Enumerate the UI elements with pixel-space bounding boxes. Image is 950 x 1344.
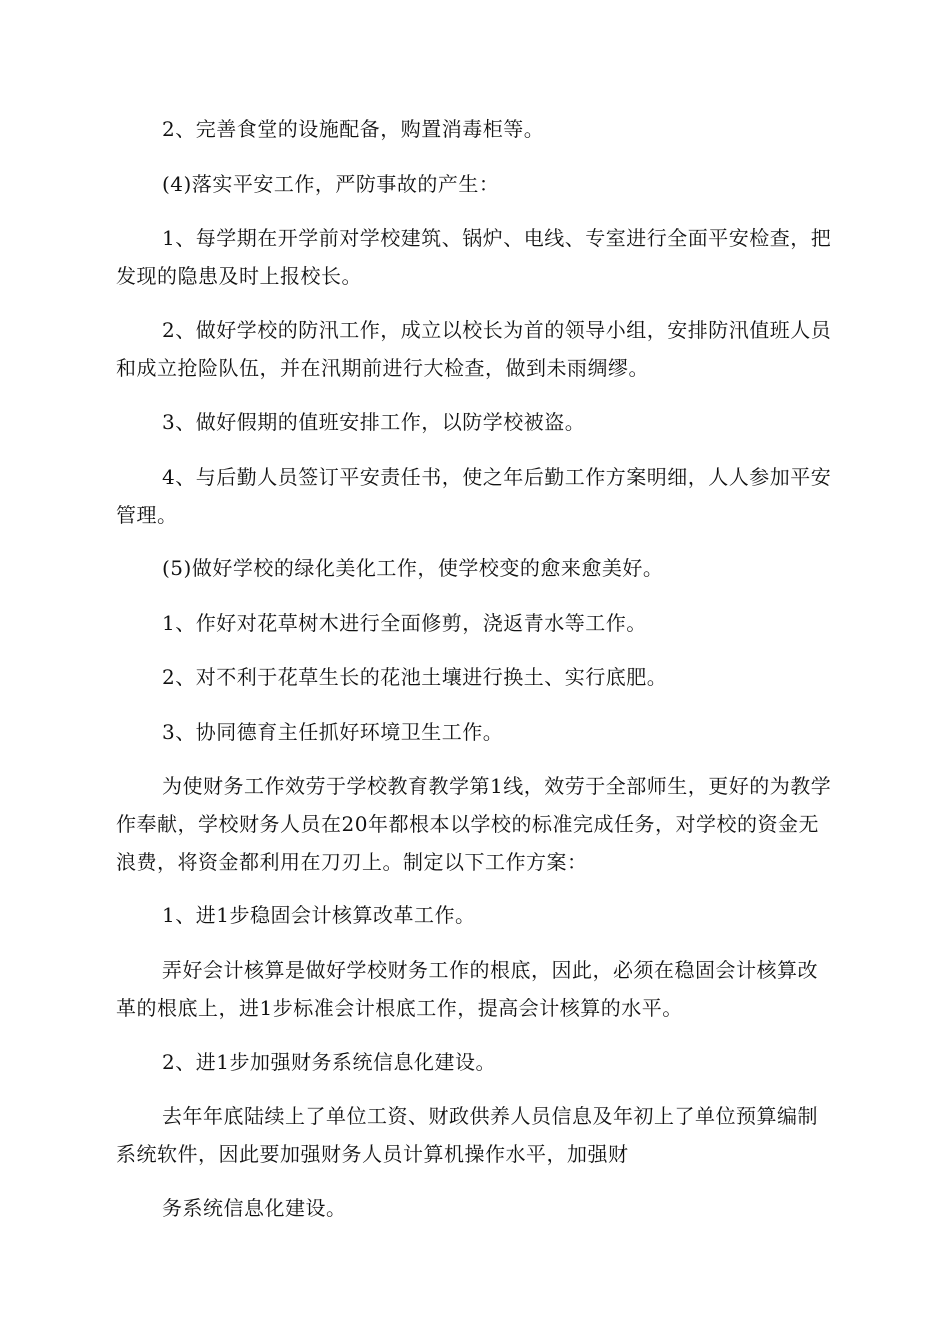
paragraph-1: 2、完善食堂的设施配备，购置消毒柜等。 [162, 117, 545, 141]
paragraph-14: 2、进1步加强财务系统信息化建设。 [162, 1050, 496, 1074]
paragraph-13: 弄好会计核算是做好学校财务工作的根底，因此，必须在稳固会计核算改革的根底上，进1步标准会计根底工作，提高会计核算的水平。 [116, 958, 818, 1020]
paragraph-6: 4、与后勤人员签订平安责任书，使之年后勤工作方案明细，人人参加平安管理。 [116, 465, 832, 527]
paragraph-10: 3、协同德育主任抓好环境卫生工作。 [162, 720, 504, 744]
paragraph-2: (4)落实平安工作，严防事故的产生： [162, 172, 500, 196]
paragraph-9: 2、对不利于花草生长的花池土壤进行换土、实行底肥。 [162, 665, 668, 689]
paragraph-5: 3、做好假期的值班安排工作，以防学校被盗。 [162, 410, 586, 434]
paragraph-8: 1、作好对花草树木进行全面修剪，浇返青水等工作。 [162, 611, 647, 635]
paragraph-7: (5)做好学校的绿化美化工作，使学校变的愈来愈美好。 [162, 556, 664, 580]
paragraph-4: 2、做好学校的防汛工作，成立以校长为首的领导小组，安排防汛值班人员和成立抢险队伍，并在汛期前进行大检查，做到未雨绸缪。 [116, 318, 832, 380]
paragraph-11: 为使财务工作效劳于学校教育教学第1线，效劳于全部师生，更好的为教学作奉献，学校财务人员在20年都根本以学校的标准完成任务，对学校的资金无浪费，将资金都利用在刀刃上。制定以下工作方案： [116, 774, 832, 874]
paragraph-15: 去年年底陆续上了单位工资、财政供养人员信息及年初上了单位预算编制系统软件，因此要加强财务人员计算机操作水平，加强财 [116, 1104, 818, 1166]
paragraph-12: 1、进1步稳固会计核算改革工作。 [162, 903, 476, 927]
paragraph-3: 1、每学期在开学前对学校建筑、锅炉、电线、专室进行全面平安检查，把发现的隐患及时上报校长。 [116, 226, 832, 288]
paragraph-16: 务系统信息化建设。 [162, 1196, 347, 1220]
